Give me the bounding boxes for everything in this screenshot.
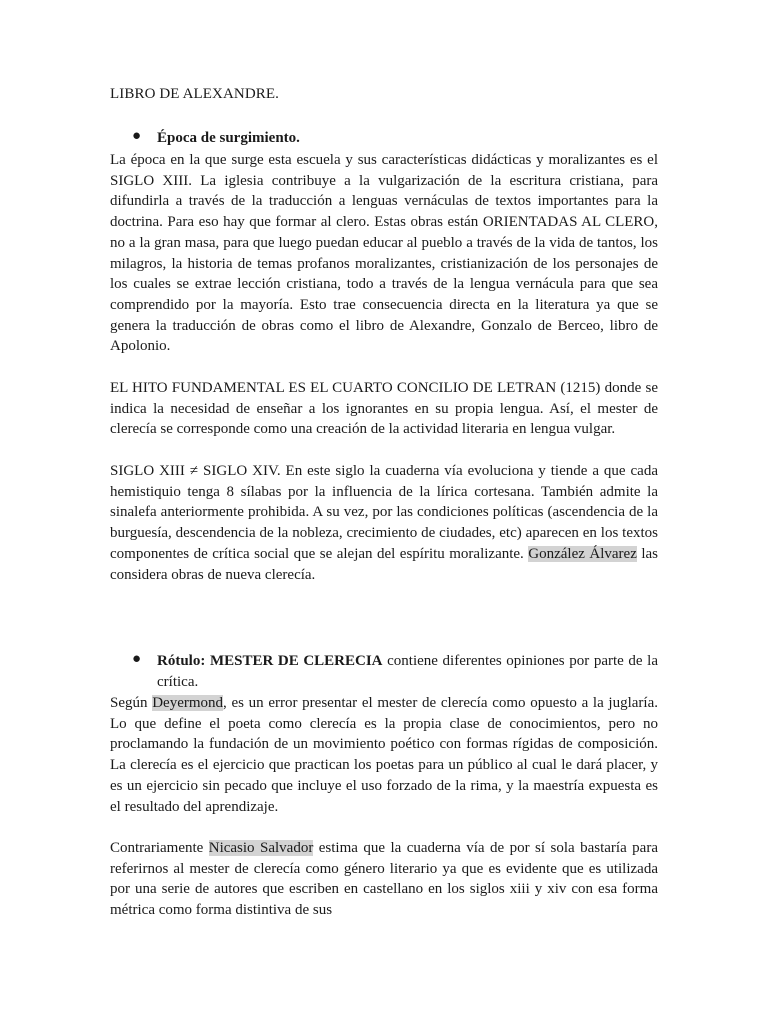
- paragraph-nicasio: [110, 838, 658, 921]
- paragraph-deyermond-text-end: , es un error presentar el mester de clerecía como opuesto a la juglaría. Lo que define el poeta como clerecía es la propia clase de conocimientos, pero no proclamando la fundación de un movimiento poético con formas rígidas de composición. La clerecía es el ejercicio que practican los poetas para un público al cual le dará placer, y es un ejercicio sin pecado que incluye el uso forzado de la rima, y la maestría expuesta es el resultado del aprendizaje.: [110, 695, 659, 815]
- section-heading-rotulo: Rótulo: MESTER DE CLERECIA: [157, 653, 383, 669]
- highlight-nicasio-salvador: Nicasio Salvador: [208, 840, 314, 856]
- paragraph-hito: EL HITO FUNDAMENTAL ES EL CUARTO CONCILIO DE LETRAN (1215) donde se indica la necesidad de enseñar a los ignorantes en su propia lengua. Así, el mester de clerecía se corresponde como una creación de la actividad literaria en lengua vulgar.: [110, 380, 658, 438]
- paragraph-nicasio-text-end: estima que la cuaderna vía de por sí sola bastaría para referirnos al mester de clerecía como género literario ya que es evidente que es utilizada por una serie de autores que escriben en castellano en los siglos xiii y xiv con esa forma métrica como forma distintiva de sus: [110, 840, 658, 919]
- paragraph-siglo-text: SIGLO XIII ≠ SIGLO XIV. En este siglo la cuaderna vía evoluciona y tiende a que cada hemistiquio tenga 8 sílabas por la influencia de la lírica cortesana. También admite la sinalefa anteriormente prohibida. A su vez, por las condiciones políticas (ascendencia de la burguesía, descendencia de la nobleza, crecimiento de ciudades, etc) aparecen en los textos componentes de crítica social que se alejan del espíritu moralizante.: [110, 463, 658, 562]
- bullet-text-rotulo-rest: contiene diferentes opiniones por parte de la crítica.: [157, 653, 659, 690]
- paragraph-siglo-text-end: las considera obras de nueva clerecía.: [110, 545, 658, 583]
- bullet-icon: ●: [132, 128, 142, 144]
- highlight-gonzalez-alvarez: González Álvarez: [528, 545, 637, 562]
- highlight-deyermond: Deyermond: [152, 695, 224, 711]
- paragraph-epoca: La época en la que surge esta escuela y sus características didácticas y moralizantes es el SIGLO XIII. La iglesia contribuye a la vulgarización de la escritura cristiana, para difundirla a través de la traducción a lenguas vernáculas de textos importantes para la doctrina. Para eso hay que formar al clero. Estas obras están ORIENTADAS AL CLERO, no a la gran masa, para que luego puedan educar al pueblo a través de la vida de tantos, los milagros, la historia de temas profanos moralizantes, cristianización de los personajes de los cuales se extrae lección cristiana, todo a través de la lengua vernácula para que sea comprendido por la mayoría. Esto trae consecuencia directa en la literatura ya que se genera la traducción de obras como el libro de Alexandre, Gonzalo de Berceo, libro de Apolonio.: [110, 152, 658, 355]
- bullet-item-epoca: [110, 128, 658, 149]
- bullet-item-rotulo: [110, 651, 658, 692]
- bullet-icon: ●: [132, 651, 142, 667]
- paragraph-deyermond: [110, 693, 658, 817]
- bullet-text-rotulo: [157, 651, 658, 692]
- paragraph-deyermond-text: Según: [110, 695, 153, 711]
- document-title: LIBRO DE ALEXANDRE.: [110, 86, 279, 102]
- paragraph-siglo: [110, 461, 658, 585]
- section-heading-epoca: Época de surgimiento.: [157, 130, 300, 146]
- paragraph-nicasio-text: Contrariamente: [110, 840, 209, 856]
